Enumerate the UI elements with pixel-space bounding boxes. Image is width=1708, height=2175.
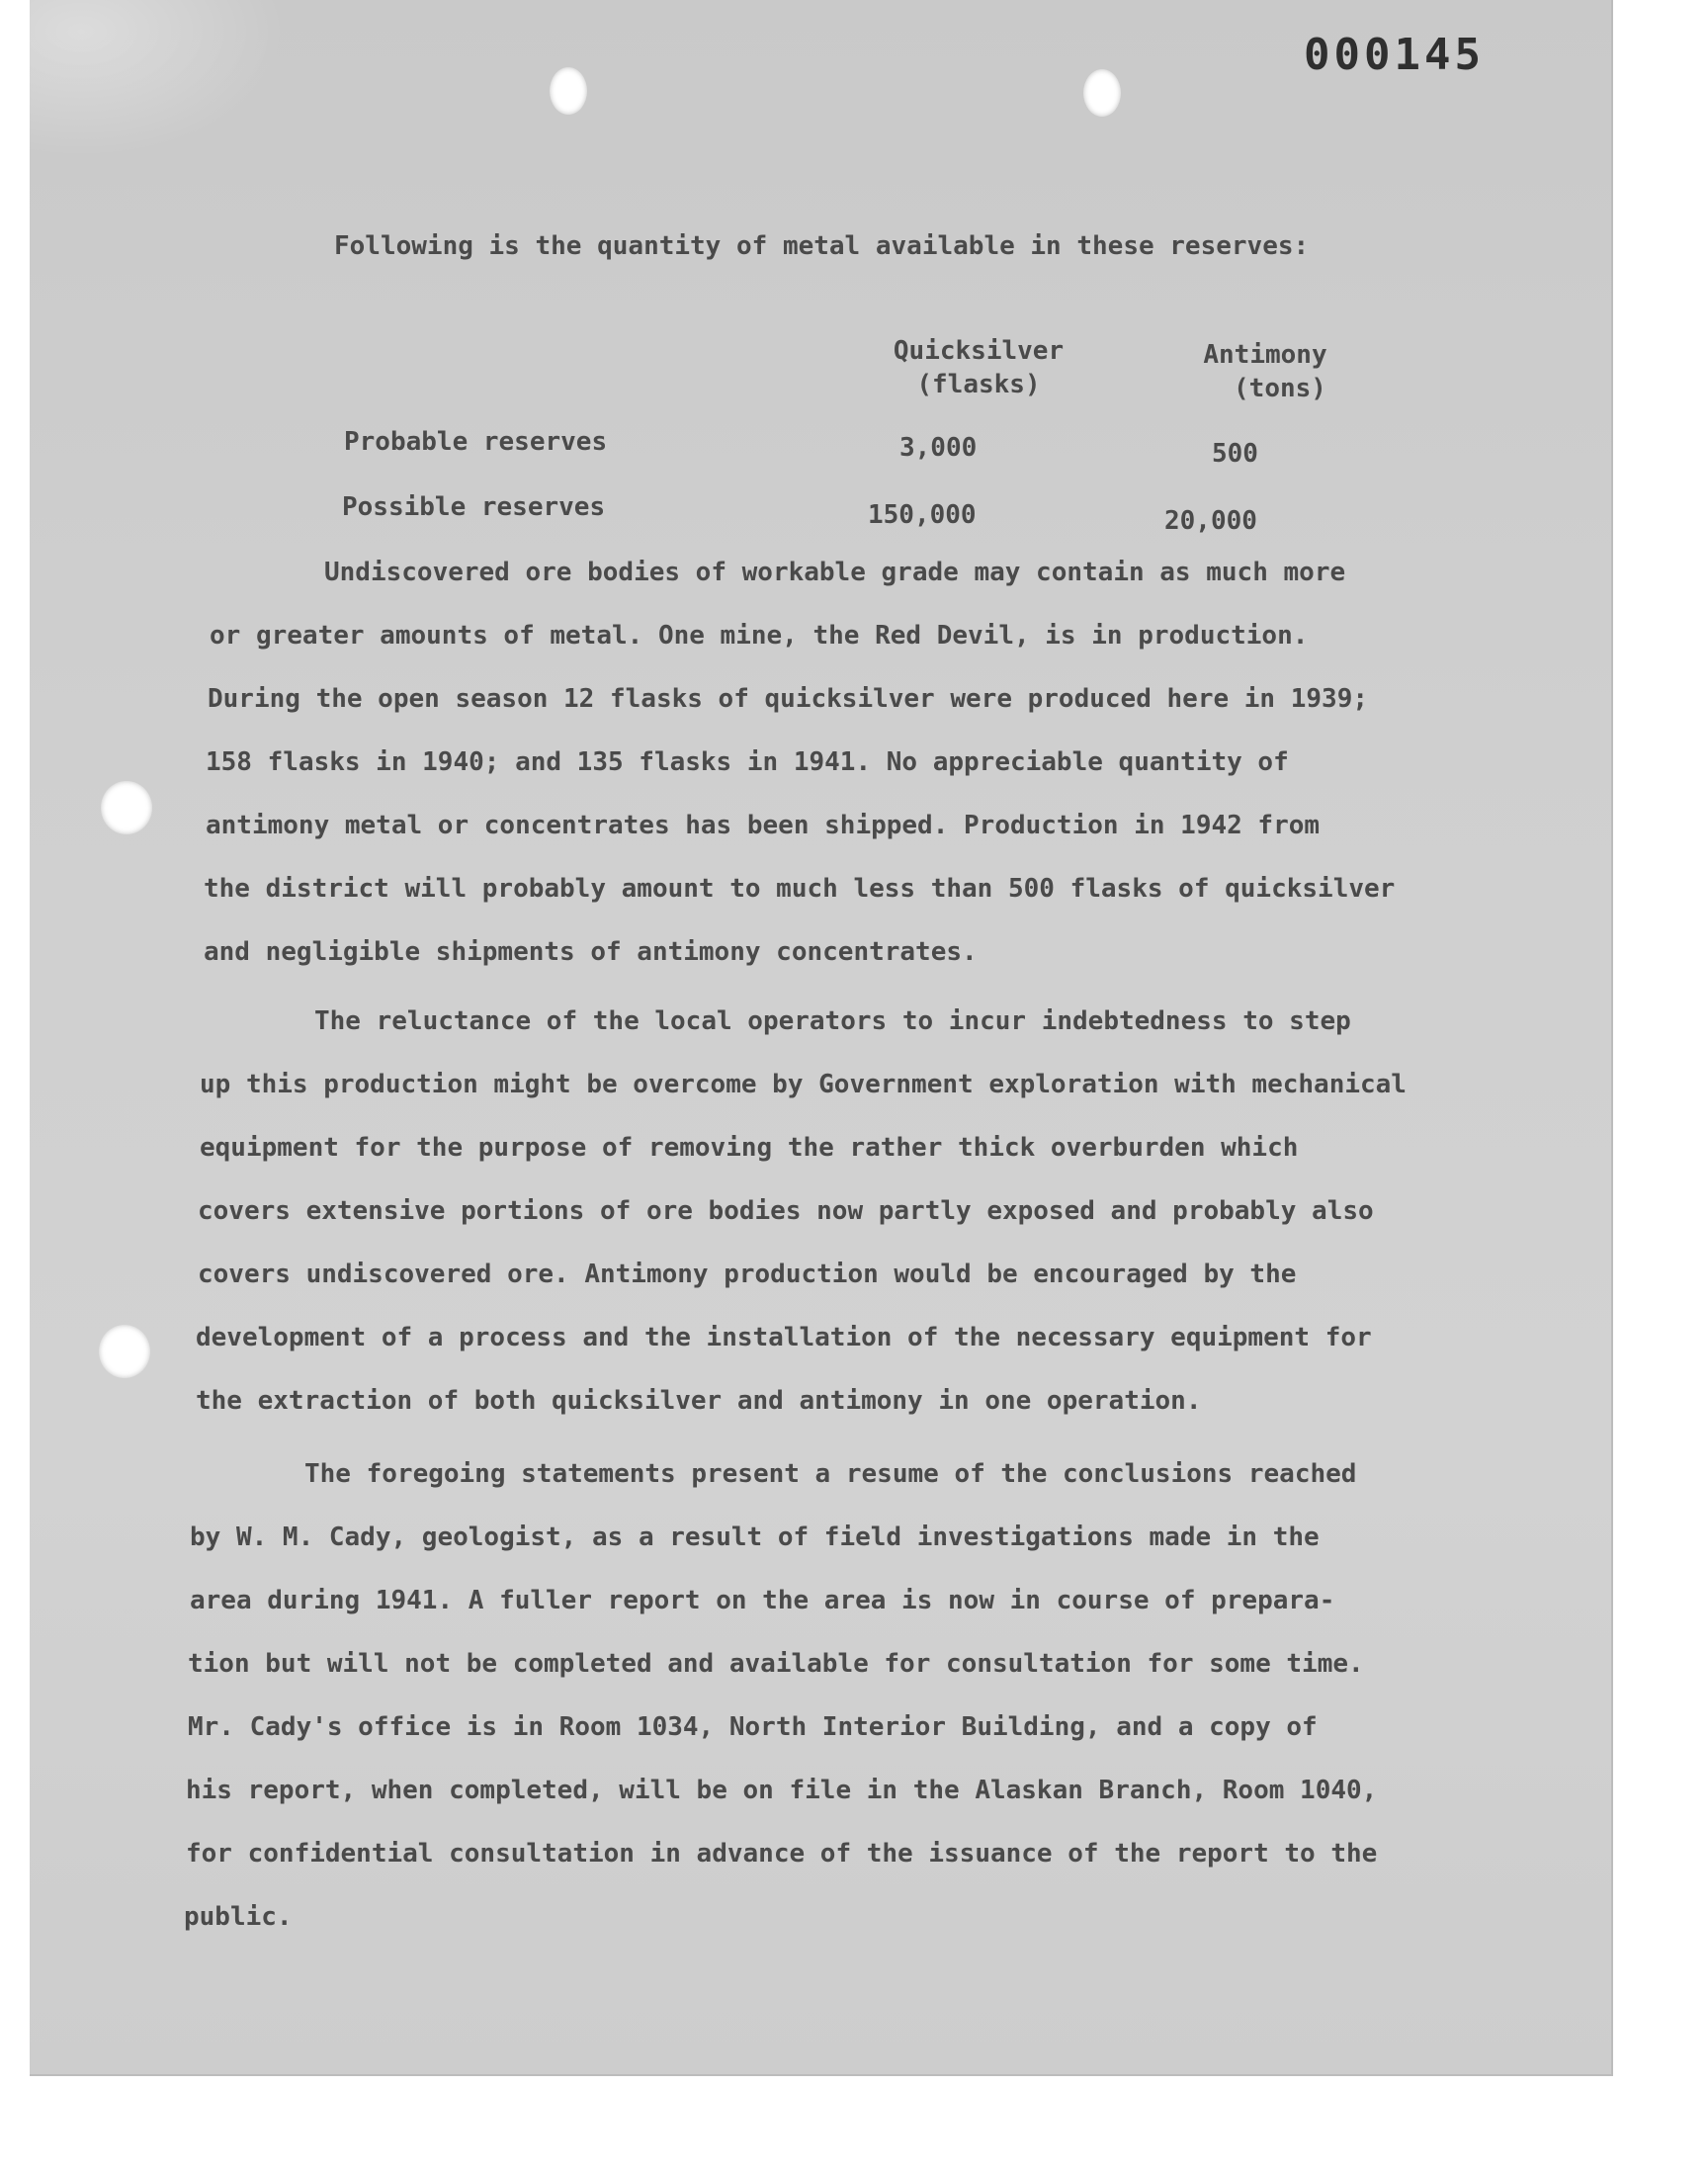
intro-line: Following is the quantity of metal available in these reserves: (334, 231, 1310, 261)
paragraph1-line5: antimony metal or concentrates has been shipped. Production in 1942 from (206, 811, 1321, 840)
column-header-quicksilver-name: Quicksilver (893, 336, 1065, 366)
paragraph1-line1: Undiscovered ore bodies of workable grade may contain as much more (324, 558, 1346, 587)
cell-possible-quicksilver: 150,000 (868, 500, 977, 530)
paragraph2-line6: development of a process and the installation of the necessary equipment for (196, 1323, 1372, 1352)
cell-probable-antimony: 500 (1212, 439, 1258, 469)
paragraph1-line4: 158 flasks in 1940; and 135 flasks in 1941. No appreciable quantity of (206, 747, 1289, 777)
punch-hole-top-left (550, 67, 587, 115)
row-label-possible: Possible reserves (342, 492, 606, 522)
column-header-antimony (1147, 338, 1384, 405)
paragraph1-line3: During the open season 12 flasks of quicksilver were produced here in 1939; (208, 684, 1368, 714)
document-page (30, 0, 1613, 2076)
cell-possible-antimony: 20,000 (1164, 506, 1257, 536)
paragraph2-line5: covers undiscovered ore. Antimony production would be encouraged by the (198, 1260, 1297, 1289)
paragraph2-line7: the extraction of both quicksilver and antimony in one operation. (196, 1386, 1202, 1416)
column-header-antimony-name: Antimony (1203, 340, 1327, 370)
paragraph2-line1: The reluctance of the local operators to incur indebtedness to step (314, 1006, 1351, 1036)
paragraph2-line4: covers extensive portions of ore bodies now partly exposed and probably also (198, 1196, 1374, 1226)
paragraph3-line7: for confidential consultation in advance of the issuance of the report to the (186, 1839, 1378, 1869)
punch-hole-top-right (1083, 69, 1121, 117)
paragraph3-line8: public. (184, 1902, 293, 1932)
column-header-quicksilver (850, 334, 1107, 401)
paragraph3-line3: area during 1941. A fuller report on the area is now in course of prepara- (190, 1586, 1335, 1615)
paragraph3-line6: his report, when completed, will be on file in the Alaskan Branch, Room 1040, (186, 1776, 1378, 1805)
punch-hole-left-lower (99, 1325, 150, 1378)
paragraph1-line7: and negligible shipments of antimony concentrates. (204, 937, 978, 967)
paragraph3-line5: Mr. Cady's office is in Room 1034, North Interior Building, and a copy of (188, 1712, 1318, 1742)
column-header-quicksilver-unit: (flasks) (916, 370, 1041, 399)
paragraph2-line2: up this production might be overcome by Government exploration with mechanical (200, 1070, 1407, 1099)
cell-probable-quicksilver: 3,000 (899, 433, 978, 463)
paragraph2-line3: equipment for the purpose of removing the rather thick overburden which (200, 1133, 1299, 1163)
punch-hole-left-upper (101, 781, 152, 834)
paragraph3-line2: by W. M. Cady, geologist, as a result of field investigations made in the (190, 1522, 1320, 1552)
paragraph1-line2: or greater amounts of metal. One mine, the Red Devil, is in production. (210, 621, 1309, 651)
column-header-antimony-unit: (tons) (1234, 374, 1326, 403)
paragraph3-line1: The foregoing statements present a resume of the conclusions reached (304, 1459, 1357, 1489)
paragraph3-line4: tion but will not be completed and available for consultation for some time. (188, 1649, 1364, 1679)
row-label-probable: Probable reserves (344, 427, 608, 457)
page-number-stamp: 000145 (1304, 30, 1485, 80)
paragraph1-line6: the district will probably amount to much less than 500 flasks of quicksilver (204, 874, 1396, 904)
